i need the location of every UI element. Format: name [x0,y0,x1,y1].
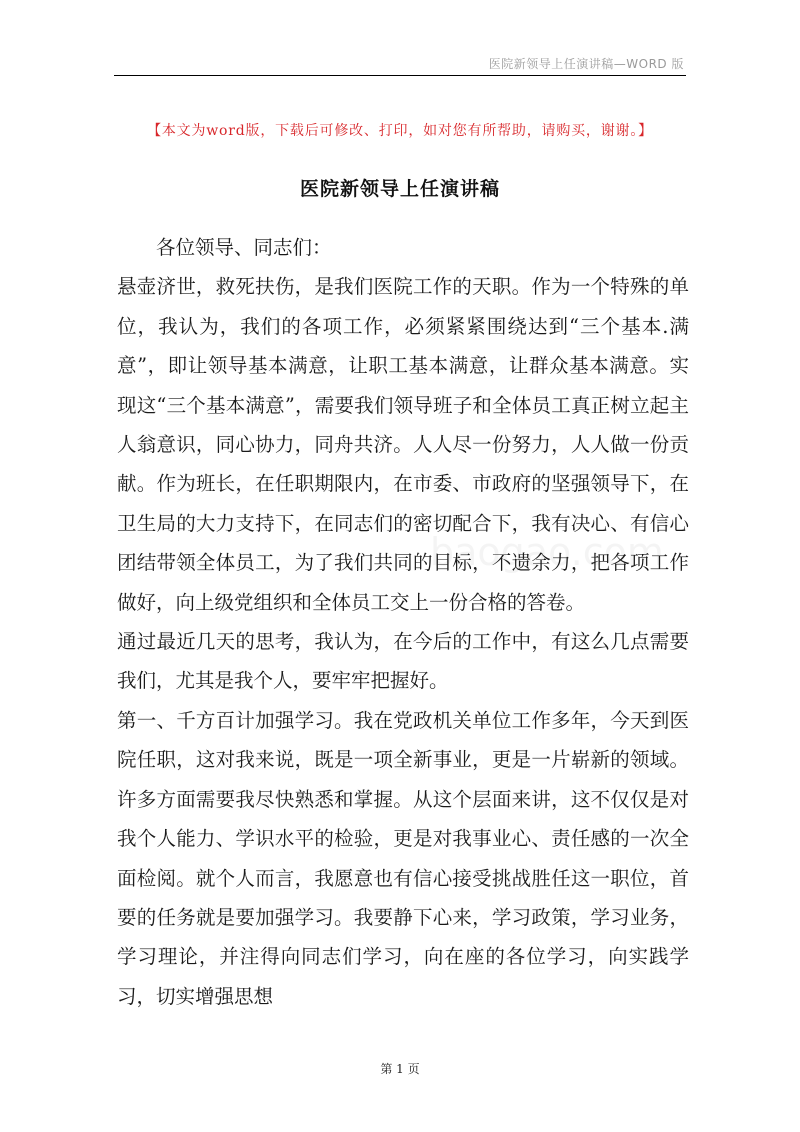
paragraph-first-point: 第一、千方百计加强学习。我在党政机关单位工作多年，今天到医院任职，这对我来说，既是一项全新事业，更是一片崭新的领域。许多方面需要我尽快熟悉和掌握。从这个层面来讲，这不仅仅是对我个人能力、学识水平的检验，更是对我事业心、责任感的一次全面检阅。就个人而言，我愿意也有信心接受挑战胜任这一职位，首要的任务就是要加强学习。我要静下心来，学习政策，学习业务，学习理论，并注得向同志们学习，向在座的各位学习，向实践学习，切实增强思想 [117,708,689,1008]
paragraph-thinking: 通过最近几天的思考，我认为，在今后的工作中，有这么几点需要我们，尤其是我个人，要牢牢把握好。 [117,630,689,693]
running-header: 医院新领导上任演讲稿—WORD 版 [488,57,684,71]
greeting: 各位领导、同志们： [156,236,332,259]
purchase-notice: 【本文为word版，下载后可修改、打印，如对您有所帮助，请购买，谢谢。】 [147,123,653,139]
page-number: 第 1 页 [380,1062,420,1076]
header-divider [114,75,686,76]
document-body [117,228,689,1016]
document-title: 医院新领导上任演讲稿 [299,178,500,200]
paragraph-intro: 悬壶济世，救死扶伤，是我们医院工作的天职。作为一个特殊的单位，我认为，我们的各项工作，必须紧紧围绕达到“三个基本.满意”，即让领导基本满意，让职工基本满意，让群众基本满意。实现这“三个基本满意”，需要我们领导班子和全体员工真正树立起主人翁意识，同心协力，同舟共济。人人尽一份努力，人人做一份贡献。作为班长，在任职期限内，在市委、市政府的坚强领导下，在卫生局的大力支持下，在同志们的密切配合下，我有决心、有信心团结带领全体员工，为了我们共同的目标，不遗余力，把各项工作做好，向上级党组织和全体员工交上一份合格的答卷。 [117,275,689,614]
